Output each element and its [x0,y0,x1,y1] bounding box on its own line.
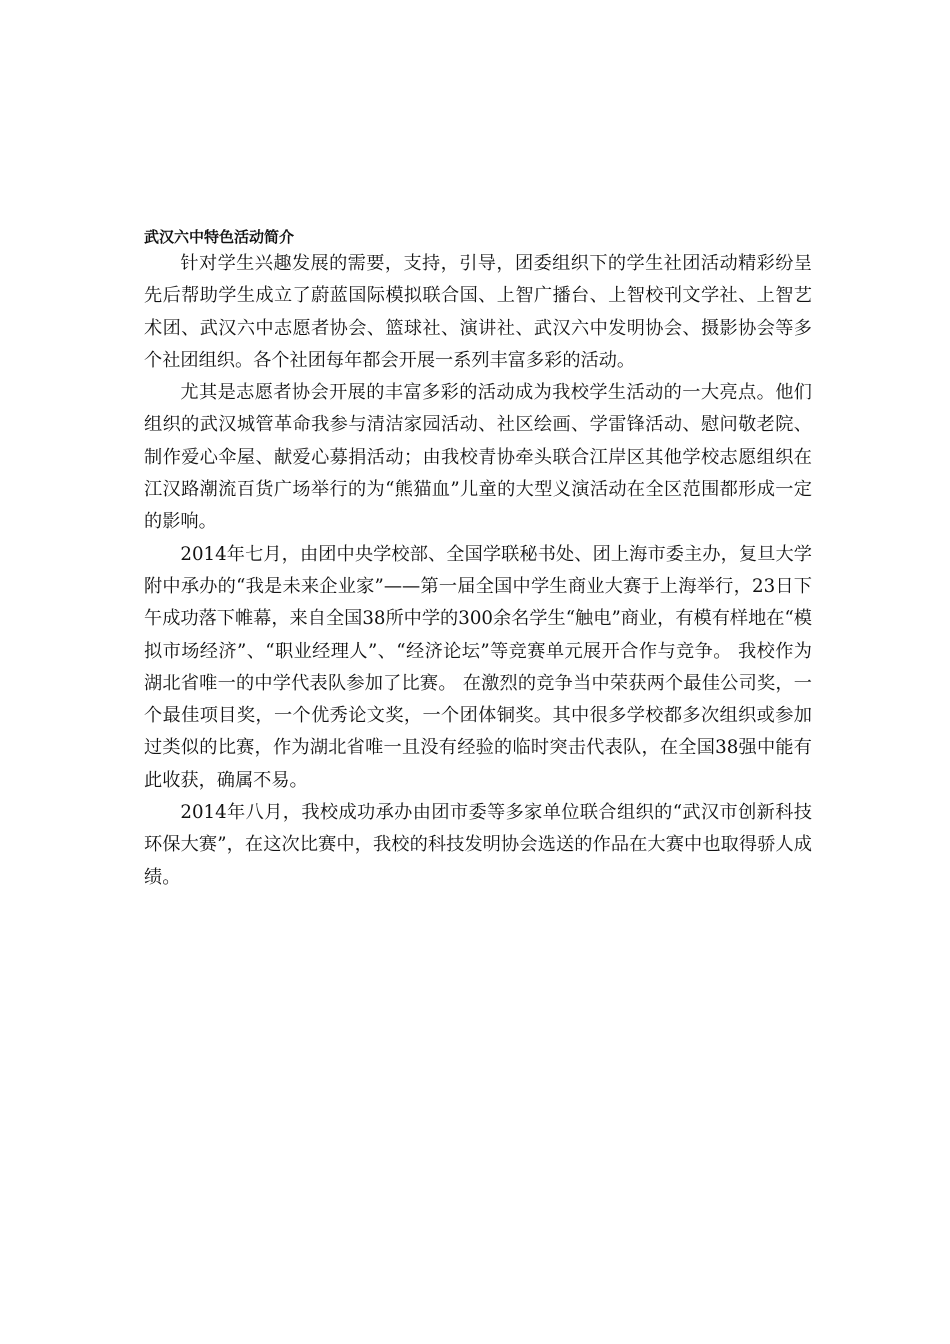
document-body [144,226,812,894]
paragraph-student-clubs: 针对学生兴趣发展的需要，支持，引导，团委组织下的学生社团活动精彩纷呈先后帮助学生成立了蔚蓝国际模拟联合国、上智广播台、上智校刊文学社、上智艺术团、武汉六中志愿者协会、篮球社、演讲社、武汉六中发明协会、摄影协会等多个社团组织。各个社团每年都会开展一系列丰富多彩的活动。 [144,253,812,371]
paragraph-business-competition: 2014年七月，由团中央学校部、全国学联秘书处、团上海市委主办，复旦大学附中承办的“我是未来企业家”——第一届全国中学生商业大赛于上海举行，23日下午成功落下帷幕，来自全国38所中学的300余名学生“触电”商业，有模有样地在“模拟市场经济”、“职业经理人”、“经济论坛”等竞赛单元展开合作与竞争。 我校作为湖北省唯一的中学代表队参加了比赛。 在激烈的竞争当中荣获两个最佳公司奖，一个最佳项目奖，一个优秀论文奖，一个团体铜奖。其中很多学校都多次组织或参加过类似的比赛，作为湖北省唯一且没有经验的临时突击代表队，在全国38强中能有此收获，确属不易。 [144,543,812,791]
document-title: 武汉六中特色活动简介 [144,228,295,246]
paragraph-tech-competition: 2014年八月，我校成功承办由团市委等多家单位联合组织的“武汉市创新科技环保大赛”，在这次比赛中，我校的科技发明协会选送的作品在大赛中也取得骄人成绩。 [144,802,812,888]
paragraph-volunteer-association: 尤其是志愿者协会开展的丰富多彩的活动成为我校学生活动的一大亮点。他们组织的武汉城管革命我参与清洁家园活动、社区绘画、学雷锋活动、慰问敬老院、制作爱心伞屋、献爱心募捐活动；由我校青协牵头联合江岸区其他学校志愿组织在江汉路潮流百货广场举行的为“熊猫血”儿童的大型义演活动在全区范围都形成一定的影响。 [144,382,812,533]
